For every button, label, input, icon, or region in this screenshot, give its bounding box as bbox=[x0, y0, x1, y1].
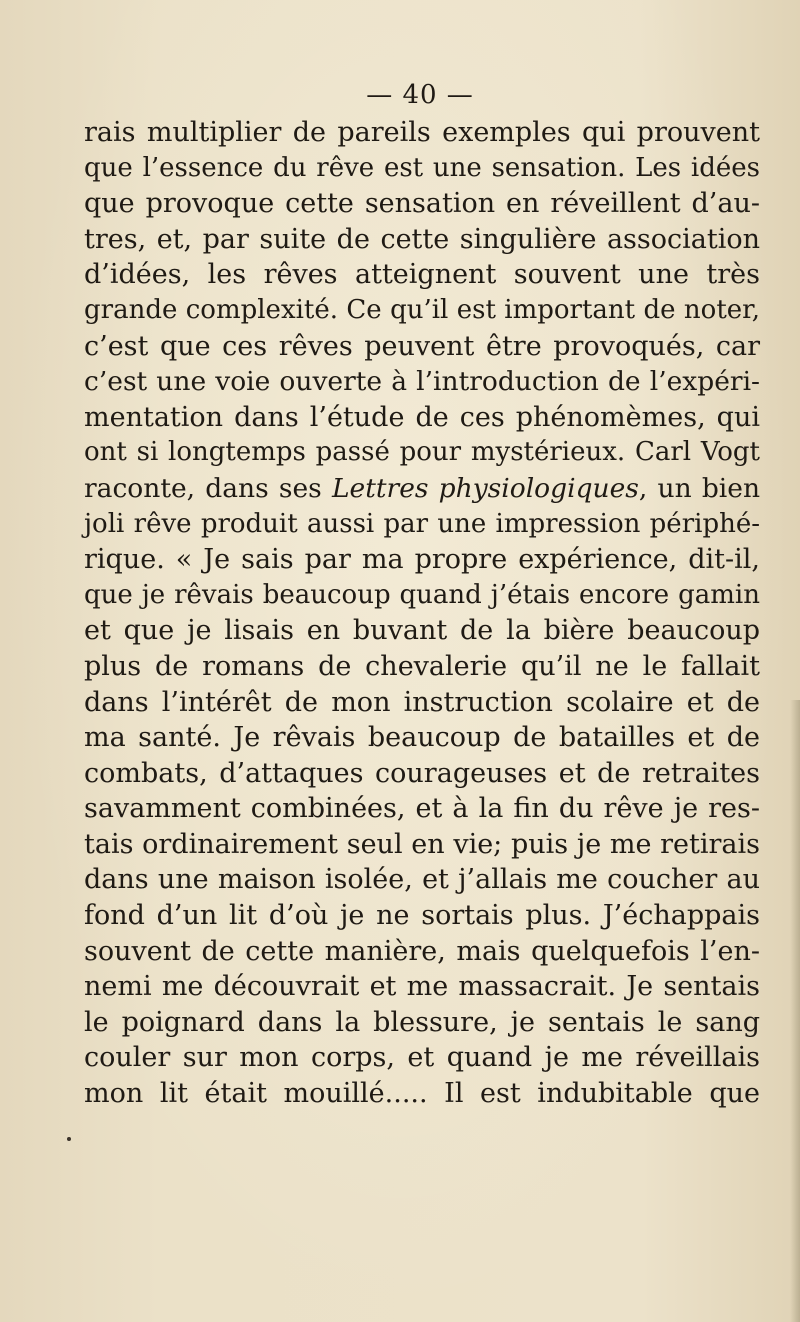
text-line: joli rêve produit aussi par une impression périphé- bbox=[84, 508, 760, 539]
text-line: que provoque cette sensation en réveillent d’au- bbox=[84, 188, 760, 220]
text-line: le poignard dans la blessure, je sentais le sang bbox=[84, 1006, 760, 1038]
page-edge-shadow bbox=[790, 700, 800, 1322]
body-text bbox=[84, 115, 760, 1112]
book-title-italic: Lettres physiologiques bbox=[331, 472, 639, 504]
page-number: — 40 — bbox=[366, 80, 474, 110]
text-line: grande complexité. Ce qu’il est important de noter, bbox=[84, 294, 760, 325]
text-line: c’est que ces rêves peuvent être provoqués, car bbox=[84, 330, 760, 362]
text-line: ont si longtemps passé pour mystérieux. Carl Vogt bbox=[84, 437, 760, 468]
text-line: couler sur mon corps, et quand je me réveillais bbox=[84, 1042, 760, 1074]
text-line: d’idées, les rêves atteignent souvent une très bbox=[84, 259, 760, 291]
text-segment: raconte, dans ses bbox=[84, 472, 332, 504]
text-line: savamment combinées, et à la fin du rêve je res- bbox=[84, 793, 760, 825]
text-line: rique. « Je sais par ma propre expérience, dit-il, bbox=[84, 544, 760, 576]
text-line: ma santé. Je rêvais beaucoup de batailles et de bbox=[84, 722, 760, 754]
text-line: dans une maison isolée, et j’allais me coucher au bbox=[84, 864, 760, 896]
text-line: mon lit était mouillé..... Il est indubitable que bbox=[84, 1078, 760, 1110]
text-line: c’est une voie ouverte à l’introduction de l’expéri- bbox=[84, 366, 760, 398]
text-line: combats, d’attaques courageuses et de retraites bbox=[84, 757, 760, 789]
text-line-with-title bbox=[84, 471, 760, 507]
text-line: tais ordinairement seul en vie; puis je me retirais bbox=[84, 828, 760, 860]
text-line: nemi me découvrait et me massacrait. Je sentais bbox=[84, 971, 760, 1003]
text-line: fond d’un lit d’où je ne sortais plus. J’échappais bbox=[84, 900, 760, 932]
text-line: plus de romans de chevalerie qu’il ne le fallait bbox=[84, 650, 760, 682]
text-line: souvent de cette manière, mais quelquefois l’en- bbox=[84, 935, 760, 967]
text-line: que l’essence du rêve est une sensation. Les idées bbox=[84, 152, 760, 183]
text-line: tres, et, par suite de cette singulière association bbox=[84, 223, 760, 255]
text-line: que je rêvais beaucoup quand j’étais encore gamin bbox=[84, 579, 760, 610]
text-segment: , un bien bbox=[638, 472, 761, 504]
text-line: rais multiplier de pareils exemples qui prouvent bbox=[84, 117, 760, 148]
ink-speck bbox=[67, 1137, 71, 1141]
text-line: mentation dans l’étude de ces phénomèmes, qui bbox=[84, 401, 760, 433]
text-line: et que je lisais en buvant de la bière beaucoup bbox=[84, 615, 760, 647]
text-line: dans l’intérêt de mon instruction scolaire et de bbox=[84, 686, 760, 718]
